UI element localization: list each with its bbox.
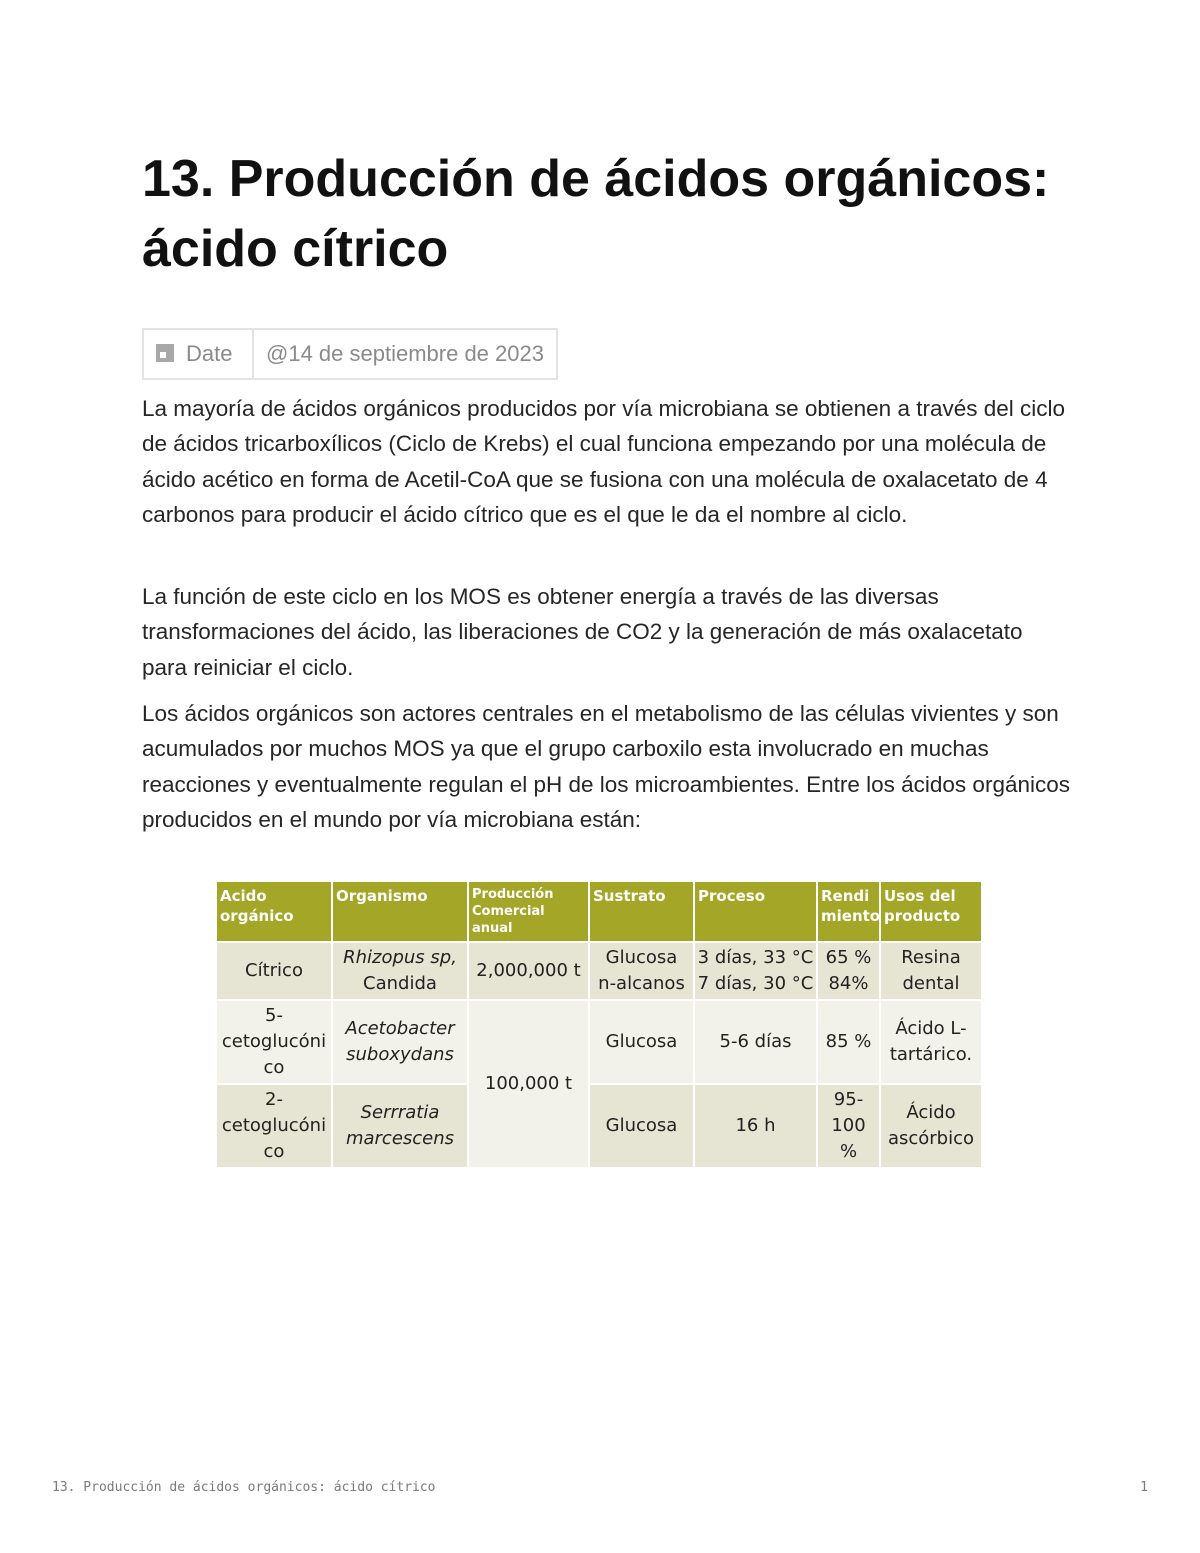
acid-part-2: cetoglucóni (221, 1115, 327, 1136)
header-proceso: Proceso (694, 881, 817, 942)
process-2: 7 días, 30 °C (697, 973, 814, 994)
header-usos: Usos del producto (880, 881, 982, 942)
acid-part-3: co (263, 1141, 285, 1162)
cell-sustrato: Glucosa (589, 1000, 694, 1084)
header-acido: Acido orgánico (216, 881, 332, 942)
organism-name: Serrratia (360, 1102, 440, 1123)
organism-name-2: Candida (363, 973, 437, 994)
date-value[interactable]: @14 de septiembre de 2023 (253, 329, 557, 379)
paragraph-3: Los ácidos orgánicos son actores centrales en el metabolismo de las células vivientes y son acumulados por muchos MOS ya que el grupo carboxilo esta involucrado en muchas reacciones y eventualmente regulan el pH de los microambientes. Entre los ácidos orgánicos producidos en el mundo por vía microbiana están: (142, 701, 1070, 832)
yield-1: 65 % (825, 947, 872, 968)
yield-2: 84% (828, 973, 869, 994)
organism-name: Rhizopus sp, (343, 947, 457, 968)
cell-usos (880, 942, 982, 1000)
date-label: Date (186, 341, 233, 366)
use-1: Ácido (906, 1102, 956, 1123)
yield-2: 100 % (831, 1115, 866, 1162)
header-organismo: Organismo (332, 881, 468, 942)
cell-proceso: 5-6 días (694, 1000, 817, 1084)
footer-title: 13. Producción de ácidos orgánicos: ácido cítrico (52, 1480, 436, 1495)
header-rendimiento: Rendi miento (817, 881, 880, 942)
use-1: Resina (901, 947, 961, 968)
organism-name-2: suboxydans (346, 1044, 454, 1065)
organism-name: Acetobacter (345, 1018, 455, 1039)
use-2: tartárico. (889, 1044, 973, 1065)
cell-produccion-shared: 100,000 t (468, 1000, 589, 1168)
use-1: Ácido L- (895, 1018, 967, 1039)
calendar-icon (156, 344, 174, 362)
cell-rendimiento: 85 % (817, 1000, 880, 1084)
substrate-1: Glucosa (605, 947, 678, 968)
cell-proceso: 16 h (694, 1084, 817, 1168)
table-row (216, 1000, 982, 1084)
header-produccion: Producción Comercial anual (468, 881, 589, 942)
organic-acids-table (215, 880, 983, 1169)
table-header-row (216, 881, 982, 942)
use-2: ascórbico (887, 1128, 975, 1149)
cell-usos (880, 1000, 982, 1084)
header-sustrato: Sustrato (589, 881, 694, 942)
acid-part-2: cetoglucóni (221, 1031, 327, 1052)
cell-organismo (332, 942, 468, 1000)
paragraph-1: La mayoría de ácidos orgánicos producidos por vía microbiana se obtienen a través del ciclo de ácidos tricarboxílicos (Ciclo de Krebs) el cual funciona empezando por una molécula de ácido acético en forma de Acetil-CoA que se fusiona con una molécula de oxalacetato de 4 carbonos para producir el ácido cítrico que es el que le da el nombre al ciclo. (142, 396, 1066, 527)
table-row (216, 942, 982, 1000)
cell-rendimiento (817, 942, 880, 1000)
cell-acido (216, 1000, 332, 1084)
cell-produccion: 2,000,000 t (468, 942, 589, 1000)
date-property-key (143, 329, 253, 379)
cell-organismo (332, 1000, 468, 1084)
cell-organismo (332, 1084, 468, 1168)
substrate-2: n-alcanos (598, 973, 685, 994)
cell-acido (216, 1084, 332, 1168)
cell-rendimiento (817, 1084, 880, 1168)
use-2: dental (902, 973, 960, 994)
organism-name-2: marcescens (345, 1128, 455, 1149)
cell-proceso (694, 942, 817, 1000)
acid-part-3: co (263, 1057, 285, 1078)
table-row (216, 1084, 982, 1168)
date-property (143, 329, 557, 379)
cell-usos (880, 1084, 982, 1168)
properties-table (142, 328, 558, 380)
cell-sustrato: Glucosa (589, 1084, 694, 1168)
yield-1: 95- (833, 1089, 864, 1110)
acid-part-1: 5- (265, 1005, 283, 1026)
page-title: 13. Producción de ácidos orgánicos: ácido cítrico (142, 150, 1050, 278)
paragraph-2: La función de este ciclo en los MOS es obtener energía a través de las diversas transformaciones del ácido, las liberaciones de CO2 y la generación de más oxalacetato para reiniciar el ciclo. (142, 584, 1023, 680)
cell-acido: Cítrico (216, 942, 332, 1000)
cell-sustrato (589, 942, 694, 1000)
acid-part-1: 2- (265, 1089, 283, 1110)
process-1: 3 días, 33 °C (697, 947, 814, 968)
footer-page-number: 1 (1140, 1480, 1148, 1495)
